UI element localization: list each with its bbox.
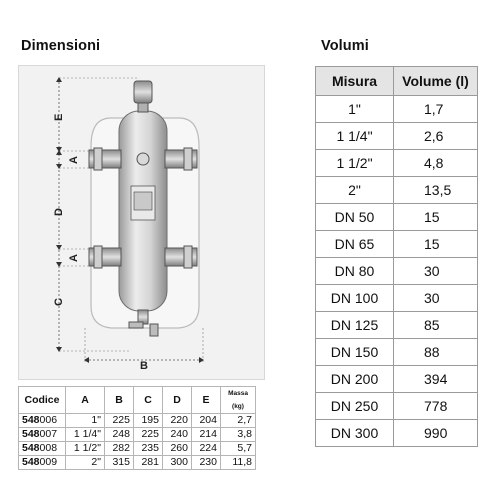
- size-cell: 1 1/4": [316, 123, 394, 150]
- table-row: [19, 414, 256, 428]
- a-cell: 1": [66, 414, 105, 428]
- mass-cell: 11,8: [221, 456, 256, 470]
- col-codice: Codice: [19, 387, 66, 414]
- dim-label-d: D: [53, 208, 65, 216]
- volumes-table: [315, 66, 478, 447]
- dim-label-a-top: A: [68, 156, 80, 164]
- size-cell: DN 80: [316, 258, 394, 285]
- d-cell: 260: [163, 442, 192, 456]
- size-cell: DN 200: [316, 366, 394, 393]
- b-cell: 282: [105, 442, 134, 456]
- table-row: [19, 456, 256, 470]
- mass-cell: 2,7: [221, 414, 256, 428]
- a-cell: 1 1/2": [66, 442, 105, 456]
- volume-cell: 15: [394, 204, 478, 231]
- col-massa: Massa (kg): [221, 387, 256, 414]
- size-cell: DN 125: [316, 312, 394, 339]
- e-cell: 204: [192, 414, 221, 428]
- dim-label-e: E: [53, 113, 65, 121]
- table-row: [316, 285, 478, 312]
- volume-cell: 85: [394, 312, 478, 339]
- b-cell: 225: [105, 414, 134, 428]
- volumes-table-header: [316, 67, 478, 96]
- table-row: [316, 258, 478, 285]
- col-misura: Misura: [316, 67, 394, 96]
- col-volume: Volume (l): [394, 67, 478, 96]
- size-cell: DN 100: [316, 285, 394, 312]
- d-cell: 240: [163, 428, 192, 442]
- col-b: B: [105, 387, 134, 414]
- table-row: [316, 204, 478, 231]
- table-row: [19, 442, 256, 456]
- volume-cell: 990: [394, 420, 478, 447]
- volume-cell: 88: [394, 339, 478, 366]
- table-row: [316, 312, 478, 339]
- code-cell: 548008: [19, 442, 66, 456]
- volume-cell: 15: [394, 231, 478, 258]
- col-a: A: [66, 387, 105, 414]
- size-cell: 2": [316, 177, 394, 204]
- size-cell: DN 150: [316, 339, 394, 366]
- volume-cell: 2,6: [394, 123, 478, 150]
- mass-cell: 5,7: [221, 442, 256, 456]
- a-cell: 2": [66, 456, 105, 470]
- size-cell: DN 250: [316, 393, 394, 420]
- volume-cell: 13,5: [394, 177, 478, 204]
- dim-label-b: B: [140, 360, 148, 372]
- b-cell: 248: [105, 428, 134, 442]
- table-row: [316, 231, 478, 258]
- size-cell: DN 50: [316, 204, 394, 231]
- e-cell: 230: [192, 456, 221, 470]
- table-row: [316, 366, 478, 393]
- col-c: C: [134, 387, 163, 414]
- volume-cell: 30: [394, 285, 478, 312]
- code-cell: 548006: [19, 414, 66, 428]
- b-cell: 315: [105, 456, 134, 470]
- c-cell: 281: [134, 456, 163, 470]
- size-cell: DN 300: [316, 420, 394, 447]
- dim-label-c: C: [53, 298, 65, 306]
- separator-illustration: [19, 66, 266, 381]
- mass-cell: 3,8: [221, 428, 256, 442]
- c-cell: 235: [134, 442, 163, 456]
- volumes-heading: Volumi: [321, 38, 369, 54]
- col-e: E: [192, 387, 221, 414]
- volume-cell: 4,8: [394, 150, 478, 177]
- e-cell: 214: [192, 428, 221, 442]
- code-cell: 548007: [19, 428, 66, 442]
- c-cell: 195: [134, 414, 163, 428]
- d-cell: 300: [163, 456, 192, 470]
- volume-cell: 394: [394, 366, 478, 393]
- table-row: [316, 177, 478, 204]
- code-cell: 548009: [19, 456, 66, 470]
- table-row: [316, 393, 478, 420]
- d-cell: 220: [163, 414, 192, 428]
- size-cell: 1": [316, 96, 394, 123]
- size-cell: 1 1/2": [316, 150, 394, 177]
- col-d: D: [163, 387, 192, 414]
- volume-cell: 1,7: [394, 96, 478, 123]
- dimensions-heading: Dimensioni: [21, 38, 101, 54]
- size-cell: DN 65: [316, 231, 394, 258]
- dimensions-table: [18, 386, 256, 470]
- table-row: [19, 428, 256, 442]
- table-row: [316, 123, 478, 150]
- volumes-table-body: [316, 96, 478, 447]
- dim-label-a-bottom: A: [68, 254, 80, 262]
- a-cell: 1 1/4": [66, 428, 105, 442]
- e-cell: 224: [192, 442, 221, 456]
- volume-cell: 30: [394, 258, 478, 285]
- c-cell: 225: [134, 428, 163, 442]
- table-row: [316, 96, 478, 123]
- volume-cell: 778: [394, 393, 478, 420]
- table-row: [316, 150, 478, 177]
- table-row: [316, 420, 478, 447]
- separator-drawing: [18, 65, 265, 380]
- table-row: [316, 339, 478, 366]
- dimensions-table-header: [19, 387, 256, 414]
